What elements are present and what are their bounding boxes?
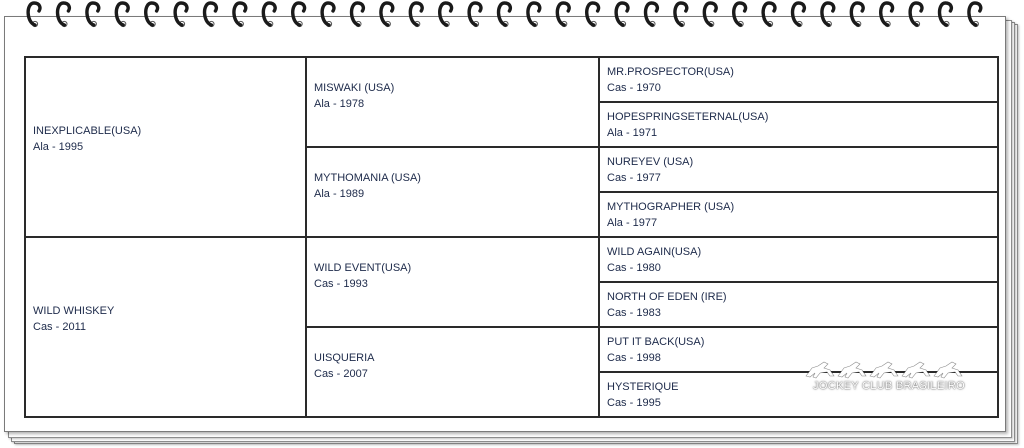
horse-info: Ala - 1995 bbox=[33, 141, 84, 153]
pedigree-great-grandparent[interactable] bbox=[599, 282, 998, 327]
horse-info: Cas - 2011 bbox=[33, 321, 86, 333]
spiral-coil-icon bbox=[263, 3, 275, 27]
racing-horses-icon bbox=[800, 356, 978, 382]
horse-name: MR.PROSPECTOR(USA) bbox=[607, 65, 734, 78]
spiral-coil-icon bbox=[557, 3, 569, 27]
pedigree-sire-sire[interactable] bbox=[306, 57, 599, 147]
spiral-coil-icon bbox=[146, 3, 158, 27]
horse-info: Cas - 1977 bbox=[607, 171, 661, 184]
spiral-coil-icon bbox=[940, 3, 952, 27]
spiral-coil-icon bbox=[499, 3, 511, 27]
spiral-coil-icon bbox=[822, 3, 834, 27]
horse-name: INEXPLICABLE(USA) bbox=[33, 125, 142, 137]
pedigree-sire-dam[interactable] bbox=[306, 147, 599, 237]
pedigree-great-grandparent[interactable] bbox=[599, 102, 998, 147]
horse-name: WILD AGAIN(USA) bbox=[607, 245, 702, 258]
horse-info: Cas - 1998 bbox=[607, 351, 661, 364]
pedigree-dam-sire[interactable] bbox=[306, 237, 599, 327]
horse-info: Ala - 1978 bbox=[314, 98, 365, 110]
spiral-coil-icon bbox=[734, 3, 746, 27]
spiral-coil-icon bbox=[646, 3, 658, 27]
spiral-coil-icon bbox=[704, 3, 716, 27]
pedigree-great-grandparent[interactable] bbox=[599, 237, 998, 282]
spiral-coil-icon bbox=[352, 3, 364, 27]
horse-name: MISWAKI (USA) bbox=[314, 82, 395, 94]
horse-info: Ala - 1977 bbox=[607, 216, 658, 229]
pedigree-great-grandparent[interactable] bbox=[599, 192, 998, 237]
spiral-coil-icon bbox=[322, 3, 334, 27]
spiral-coil-icon bbox=[851, 3, 863, 27]
spiral-coil-icon bbox=[175, 3, 187, 27]
spiral-coil-icon bbox=[410, 3, 422, 27]
horse-name: HOPESPRINGSETERNAL(USA) bbox=[607, 110, 769, 123]
spiral-coil-icon bbox=[969, 3, 981, 27]
spiral-coil-icon bbox=[116, 3, 128, 27]
spiral-coil-icon bbox=[87, 3, 99, 27]
spiral-coil-icon bbox=[528, 3, 540, 27]
horse-name: WILD EVENT(USA) bbox=[314, 262, 412, 274]
pedigree-great-grandparent[interactable] bbox=[599, 147, 998, 192]
spiral-coil-icon bbox=[58, 3, 70, 27]
horse-info: Ala - 1989 bbox=[314, 188, 365, 200]
horse-name: NUREYEV (USA) bbox=[607, 155, 694, 168]
spiral-coil-icon bbox=[381, 3, 393, 27]
spiral-coil-icon bbox=[793, 3, 805, 27]
horse-name: UISQUERIA bbox=[314, 352, 375, 364]
spiral-coil-icon bbox=[205, 3, 217, 27]
spiral-coil-icon bbox=[234, 3, 246, 27]
spiral-binding-icon bbox=[0, 0, 1024, 34]
spiral-coil-icon bbox=[440, 3, 452, 27]
spiral-coil-icon bbox=[28, 3, 40, 27]
spiral-coil-icon bbox=[616, 3, 628, 27]
horse-info: Cas - 1970 bbox=[607, 81, 661, 94]
spiral-coil-icon bbox=[587, 3, 599, 27]
horse-name: WILD WHISKEY bbox=[33, 305, 115, 317]
horse-name: MYTHOGRAPHER (USA) bbox=[607, 200, 735, 213]
horse-info: Cas - 1983 bbox=[607, 306, 661, 319]
pedigree-great-grandparent[interactable] bbox=[599, 57, 998, 102]
horse-name: PUT IT BACK(USA) bbox=[607, 335, 705, 348]
horse-info: Cas - 1993 bbox=[314, 278, 368, 290]
jockey-club-watermark bbox=[800, 356, 978, 396]
horse-name: NORTH OF EDEN (IRE) bbox=[607, 290, 727, 303]
watermark-text: JOCKEY CLUB BRASILEIRO bbox=[813, 380, 965, 392]
horse-info: Cas - 2007 bbox=[314, 368, 368, 380]
spiral-coil-icon bbox=[293, 3, 305, 27]
spiral-coil-icon bbox=[675, 3, 687, 27]
horse-info: Cas - 1995 bbox=[607, 396, 661, 409]
horse-name: MYTHOMANIA (USA) bbox=[314, 172, 421, 184]
spiral-coil-icon bbox=[469, 3, 481, 27]
horse-info: Ala - 1971 bbox=[607, 126, 658, 139]
pedigree-sire[interactable] bbox=[25, 57, 306, 237]
horse-info: Cas - 1980 bbox=[607, 261, 661, 274]
spiral-coil-icon bbox=[881, 3, 893, 27]
pedigree-dam[interactable] bbox=[25, 237, 306, 417]
spiral-coil-icon bbox=[910, 3, 922, 27]
horse-name: HYSTERIQUE bbox=[607, 380, 679, 393]
spiral-coil-icon bbox=[763, 3, 775, 27]
pedigree-dam-dam[interactable] bbox=[306, 327, 599, 417]
